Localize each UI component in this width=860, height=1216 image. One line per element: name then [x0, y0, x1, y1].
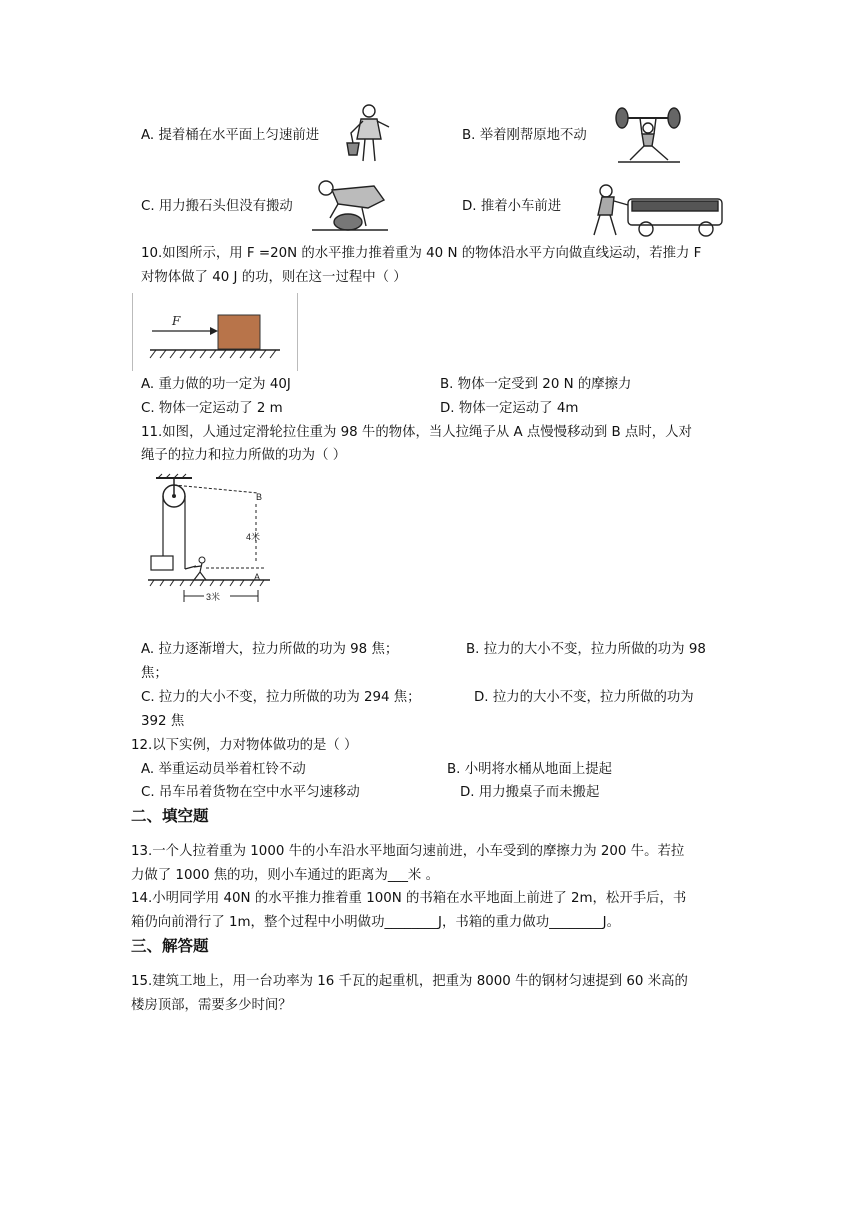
q12-option-b: B. 小明将水桶从地面上提起: [447, 762, 612, 777]
q9-option-d: D. 推着小车前进: [462, 199, 562, 214]
q12-stem: 12.以下实例，力对物体做功的是（ ）: [131, 738, 358, 753]
q10-option-c: C. 物体一定运动了 2 m: [141, 401, 283, 416]
q10-stem-line1: 10.如图所示，用 F =20N 的水平推力推着重为 40 N 的物体沿水平方向做直线运动，若推力 F: [141, 246, 702, 261]
q11-option-b-line1: B. 拉力的大小不变，拉力所做的功为 98: [466, 642, 706, 657]
q11-option-b-line2: 焦；: [141, 666, 168, 681]
q13-line1: 13.一个人拉着重为 1000 牛的小车沿水平地面匀速前进，小车受到的摩擦力为 200 牛。若拉: [131, 844, 685, 859]
q11-stem-line1: 11.如图，人通过定滑轮拉住重为 98 牛的物体，当人拉绳子从 A 点慢慢移动到 B 点时，人对: [141, 425, 692, 440]
q10-option-a: A. 重力做的功一定为 40J: [141, 377, 291, 392]
q11-option-d-line1: D. 拉力的大小不变，拉力所做的功为: [474, 690, 694, 705]
q10-stem-line2: 对物体做了 40 J 的功，则在这一过程中（ ）: [141, 270, 407, 285]
q15-line1: 15.建筑工地上，用一台功率为 16 千瓦的起重机，把重为 8000 牛的钢材匀速提到 60 米高的: [131, 974, 688, 989]
q11-pulley-figure: [146, 474, 276, 614]
q14-line2: 箱仍向前滑行了 1m，整个过程中小明做功________J，书箱的重力做功________J。: [131, 915, 620, 930]
q13-line2: 力做了 1000 焦的功，则小车通过的距离为___米 。: [131, 868, 439, 883]
pushing-cart-figure: [584, 181, 734, 245]
q14-line1: 14.小明同学用 40N 的水平推力推着重 100N 的书箱在水平地面上前进了 2m，松开手后，书: [131, 891, 687, 906]
q10-option-b: B. 物体一定受到 20 N 的摩擦力: [440, 377, 632, 392]
moving-stone-figure: [308, 178, 390, 238]
q9-option-c: C. 用力搬石头但没有搬动: [141, 199, 293, 214]
point-a-label: A: [254, 572, 261, 582]
force-label-f: F: [172, 314, 181, 328]
section-heading-answer: 三、解答题: [131, 937, 209, 955]
section-heading-fill-in: 二、填空题: [131, 807, 209, 825]
q10-figure-block-push: [132, 293, 298, 375]
point-b-label: B: [256, 492, 263, 502]
q11-option-c: C. 拉力的大小不变，拉力所做的功为 294 焦；: [141, 690, 421, 705]
q15-line2: 楼房顶部，需要多少时间？: [131, 998, 292, 1013]
q11-option-d-line2: 392 焦: [141, 714, 185, 729]
q12-option-c: C. 吊车吊着货物在空中水平匀速移动: [141, 785, 360, 800]
height-4m-label: 4米: [246, 532, 261, 542]
q9-option-a: A. 提着桶在水平面上匀速前进: [141, 128, 320, 143]
q11-stem-line2: 绳子的拉力和拉力所做的功为（ ）: [141, 448, 347, 463]
width-3m-label: 3米: [206, 592, 221, 602]
q12-option-d: D. 用力搬桌子而未搬起: [460, 785, 600, 800]
weightlifter-figure: [612, 104, 684, 170]
q9-option-b: B. 举着刚帮原地不动: [462, 128, 587, 143]
carrying-bucket-figure: [343, 103, 403, 171]
q10-option-d: D. 物体一定运动了 4m: [440, 401, 579, 416]
q12-option-a: A. 举重运动员举着杠铃不动: [141, 762, 306, 777]
q11-option-a: A. 拉力逐渐增大，拉力所做的功为 98 焦；: [141, 642, 399, 657]
